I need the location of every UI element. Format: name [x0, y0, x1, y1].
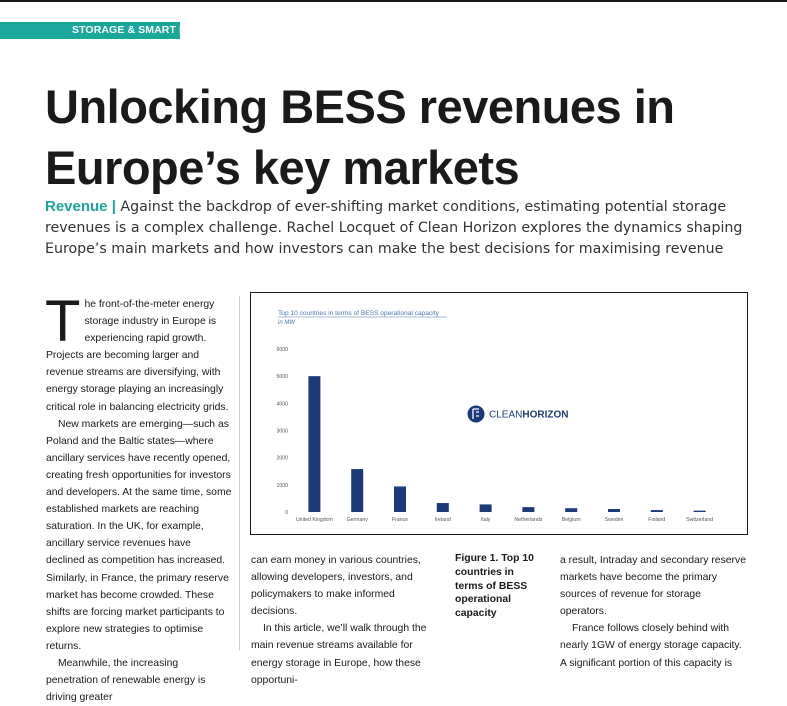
logo-text: CLEANHORIZON — [489, 409, 569, 421]
bar-france — [394, 486, 406, 512]
chart-title: Top 10 countries in terms of BESS operational capacity — [278, 310, 439, 317]
bar-netherlands — [522, 507, 534, 512]
bar-united-kingdom — [308, 376, 320, 512]
drop-cap: T — [45, 289, 81, 354]
bars — [308, 376, 705, 512]
x-tick-label: Ireland — [434, 517, 451, 523]
headline-line-2: Europe’s key markets — [45, 141, 520, 194]
x-tick-label: France — [391, 517, 409, 523]
x-tick-label: Netherlands — [514, 517, 543, 523]
headline — [45, 76, 765, 198]
y-tick-label: 4000 — [276, 401, 288, 408]
paragraph: can earn money in various countries, allowing developers, investors, and policymakers to make informed decisions. — [251, 555, 421, 618]
bar-sweden — [608, 509, 620, 512]
x-tick-label: Italy — [480, 517, 491, 523]
headline-line-1: Unlocking BESS revenues in — [45, 80, 675, 133]
figure-caption: Figure 1. Top 10 countries in terms of BESS operational capacity — [455, 553, 534, 620]
bar-italy — [480, 504, 492, 512]
figure-caption-column — [455, 552, 545, 621]
body-column-1 — [45, 289, 232, 706]
paragraph: In this article, we’ll walk through the main revenue streams available for energy storage in Europe, how these opportuni- — [251, 623, 427, 686]
bar-ireland — [437, 503, 449, 512]
x-axis — [296, 517, 713, 523]
y-tick-label: 2000 — [276, 455, 288, 462]
standfirst — [45, 196, 775, 260]
y-tick-label: 1000 — [276, 482, 288, 489]
paragraph — [45, 289, 232, 416]
x-tick-label: Germany — [346, 517, 368, 523]
chart-subtitle: in MW — [278, 320, 295, 326]
body-column-2 — [251, 552, 441, 689]
y-tick-label: 5000 — [276, 374, 288, 381]
paragraph: a result, Intraday and secondary reserve markets have become the primary sources of revenue for storage operators. — [560, 555, 746, 618]
figure-chart — [250, 292, 748, 535]
bar-switzerland — [694, 511, 706, 512]
column-divider — [239, 296, 240, 650]
y-tick-label: 3000 — [276, 428, 288, 435]
x-tick-label: Belgium — [561, 517, 581, 523]
y-tick-label: 6000 — [276, 347, 288, 353]
bar-finland — [651, 510, 663, 512]
bar-germany — [351, 469, 363, 512]
paragraph: France follows closely behind with nearly 1GW of energy storage capacity. A significant portion of this capacity is — [560, 623, 742, 669]
logo-mark-icon — [468, 406, 485, 423]
standfirst-text: Against the backdrop of ever-shifting market conditions, estimating potential storage revenues is a complex challenge. Rachel Locquet of Clean Horizon explores the dynamics shaping Europe’s main markets and how investors can make the best decisions for maximising revenue — [45, 199, 743, 257]
y-axis — [276, 347, 288, 516]
body-column-4 — [560, 552, 750, 672]
standfirst-kicker: Revenue | — [45, 198, 116, 215]
clean-horizon-logo — [468, 406, 569, 423]
bar-belgium — [565, 508, 577, 512]
x-tick-label: Finland — [648, 517, 666, 523]
bar-chart — [251, 293, 747, 534]
x-tick-label: Switzerland — [686, 517, 714, 523]
paragraph: Meanwhile, the increasing penetration of renewable energy is driving greater — [46, 657, 206, 704]
paragraph-text: he front-of-the-meter energy storage industry in Europe is experiencing rapid growth. Projects are becoming larger and revenue streams are diversifying, with energy storage playing an increasingly critical role in balancing electricity grids. — [46, 299, 229, 413]
section-tag: STORAGE & SMART POWER — [0, 22, 180, 39]
x-tick-label: Sweden — [604, 517, 624, 523]
x-tick-label: United Kingdom — [295, 517, 333, 523]
paragraph: New markets are emerging—such as Poland and the Baltic states—where ancillary services have recently opened, creating fresh opportunities for investors and developers. At the same time, some established markets are reaching saturation. In the UK, for example, ancillary service revenues have declined as competition has increased. Similarly, in France, the primary reserve market has become crowded. These shifts are forcing market participants to explore new strategies to optimise returns. — [46, 418, 232, 652]
top-rule — [0, 0, 787, 2]
y-tick-label: 0 — [285, 510, 288, 516]
